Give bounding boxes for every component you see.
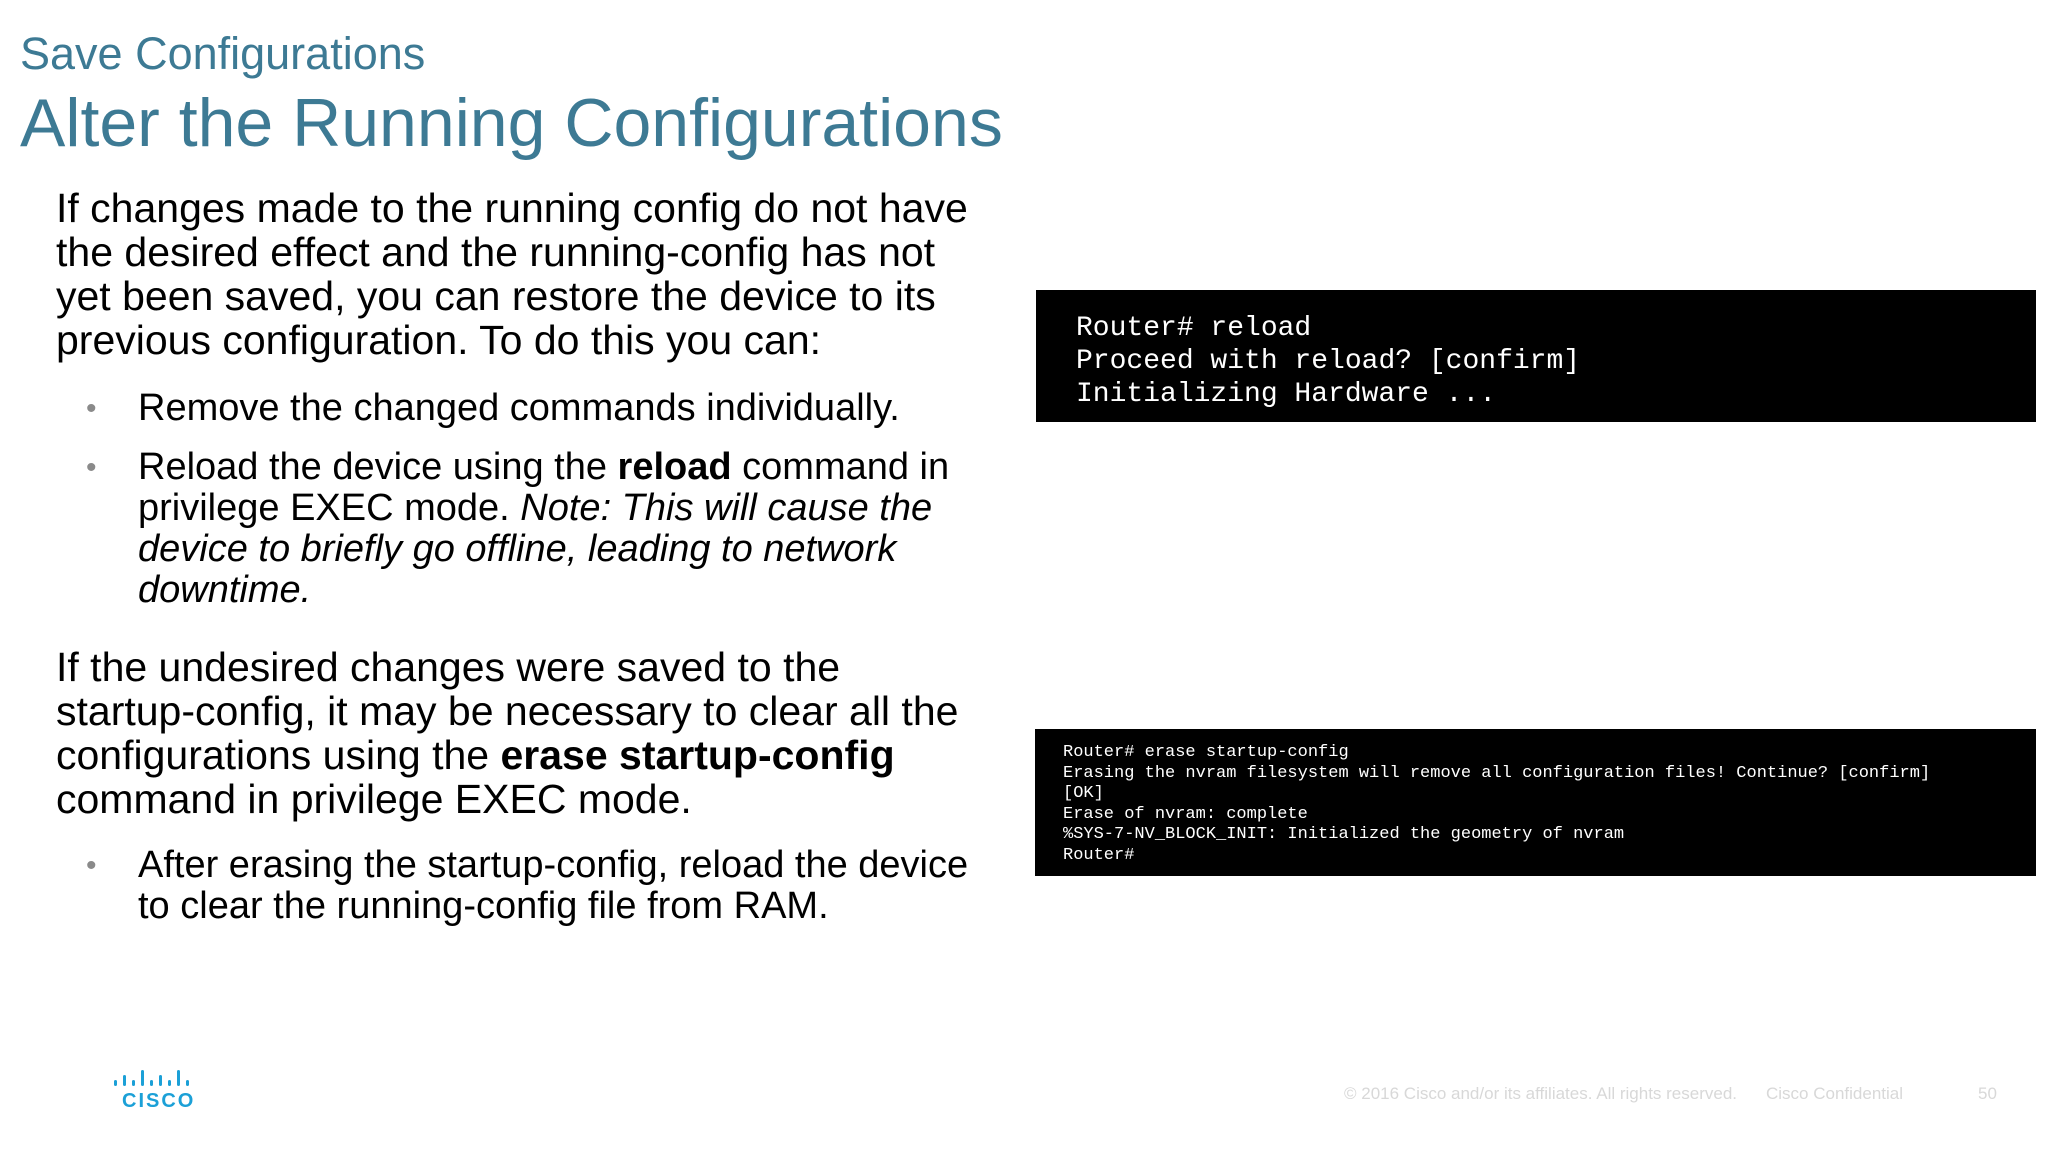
bullet-icon: •	[86, 849, 97, 882]
erase-terminal	[1035, 729, 2036, 876]
cisco-bridge-icon	[112, 1068, 196, 1090]
terminal-line: Erasing the nvram filesystem will remove all configuration files! Continue? [confirm]	[1063, 763, 1931, 783]
list-item	[56, 845, 976, 927]
page-number: 50	[1978, 1084, 1997, 1103]
terminal-line: Initializing Hardware ...	[1076, 379, 1497, 410]
terminal-line: Router# erase startup-config	[1063, 743, 1349, 762]
erase-command-term: erase startup-config	[500, 732, 895, 778]
reload-terminal	[1036, 290, 2036, 422]
copyright-text: © 2016 Cisco and/or its affiliates. All rights reserved.	[1344, 1084, 1738, 1103]
downtime-note: Note: This will cause the device to briefly go offline, leading to network downtime.	[138, 487, 933, 611]
bullet-text: Remove the changed commands individually.	[138, 387, 900, 429]
bullet-text: After erasing the startup-config, reload the device to clear the running-config file from RAM.	[138, 844, 969, 927]
bullet-icon: •	[86, 392, 97, 425]
terminal-line: Erase of nvram: complete	[1063, 804, 1308, 824]
paragraph-text-before: If the undesired changes were saved to the startup-config, it may be necessary to clear all the configurations using the	[56, 644, 959, 778]
list-item	[56, 388, 976, 429]
slide-body	[56, 186, 976, 927]
terminal-line: Router#	[1063, 845, 1135, 865]
list-item	[56, 447, 976, 611]
terminal-line: %SYS-7-NV_BLOCK_INIT: Initialized the geometry of nvram	[1063, 825, 1625, 844]
slide-subtitle: Save Configurations	[20, 28, 426, 79]
terminal-line: Router# reload	[1076, 313, 1312, 344]
paragraph-text-after: command in privilege EXEC mode.	[56, 776, 692, 822]
restore-options-list	[56, 388, 976, 611]
erase-followup-list	[56, 845, 976, 927]
terminal-line: Proceed with reload? [confirm]	[1076, 346, 1581, 377]
bullet-icon: •	[86, 451, 97, 484]
bullet-text-after: command in privilege EXEC mode.	[138, 446, 950, 529]
reload-command-term: reload	[617, 446, 732, 488]
terminal-line: [OK]	[1063, 784, 1104, 803]
bullet-text-before: Reload the device using the	[138, 446, 618, 488]
cisco-wordmark: CISCO	[122, 1090, 196, 1112]
slide-title: Alter the Running Configurations	[20, 85, 1003, 161]
intro-paragraph: If changes made to the running config do not have the desired effect and the running-config has not yet been saved, you can restore the device to its previous configuration. To do this you can:	[56, 185, 968, 363]
cisco-logo	[112, 1068, 196, 1112]
confidential-label: Cisco Confidential	[1766, 1084, 1904, 1103]
erase-paragraph	[56, 645, 976, 821]
